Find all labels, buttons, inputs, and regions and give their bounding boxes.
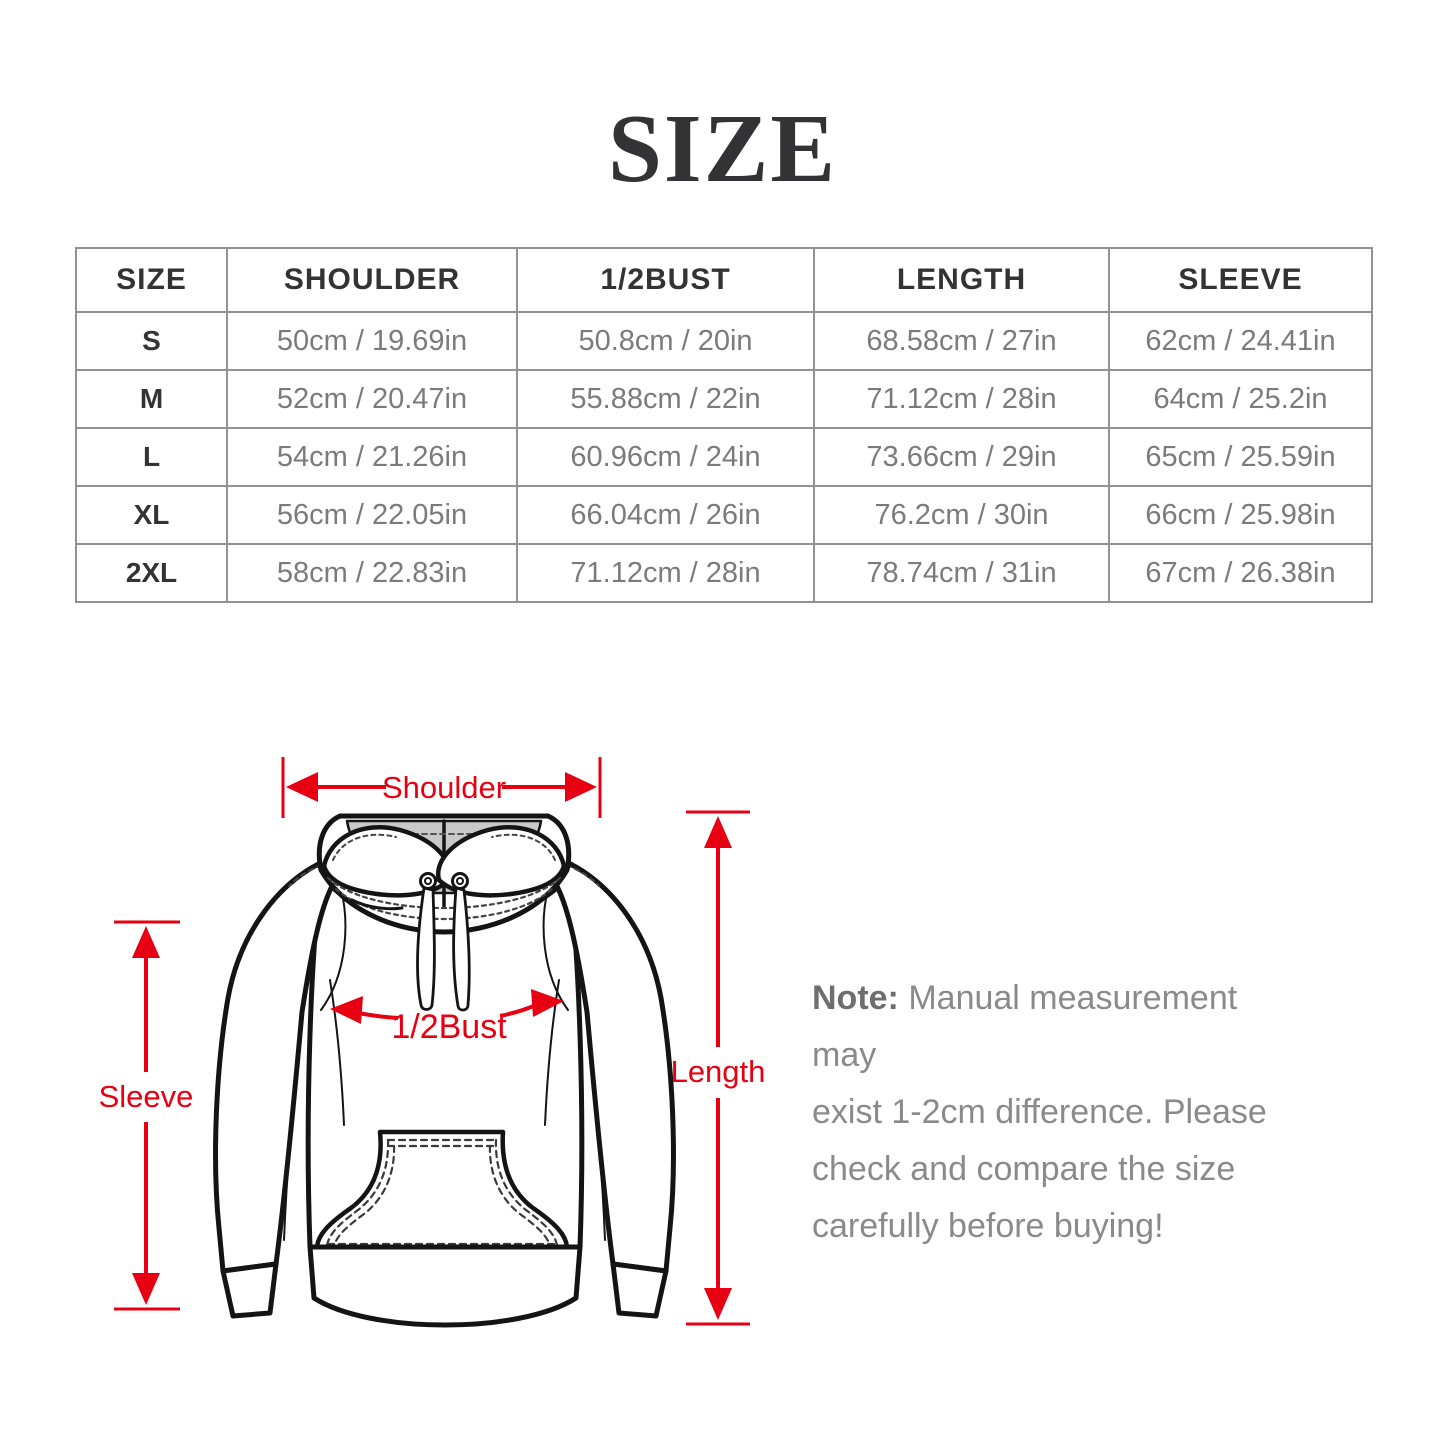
size-label: L	[76, 428, 227, 486]
page-title: SIZE	[607, 95, 838, 202]
shoulder-value: 54cm / 21.26in	[227, 428, 517, 486]
sleeve-value: 65cm / 25.59in	[1109, 428, 1372, 486]
drawstring-right	[454, 888, 470, 1010]
right-cuff	[613, 1264, 666, 1316]
shoulder-arrow	[283, 757, 600, 818]
shoulder-value: 52cm / 20.47in	[227, 370, 517, 428]
size-label: XL	[76, 486, 227, 544]
length-value: 73.66cm / 29in	[814, 428, 1109, 486]
length-arrow	[671, 812, 766, 1324]
shoulder-label: Shoulder	[381, 770, 507, 805]
left-cuff	[223, 1264, 276, 1316]
column-header-size: SIZE	[76, 248, 227, 312]
half-bust-value: 71.12cm / 28in	[517, 544, 814, 602]
measurement-note	[812, 970, 1292, 1255]
hoodie-drawing	[216, 816, 674, 1325]
size-label: S	[76, 312, 227, 370]
sleeve-label: Sleeve	[98, 1079, 194, 1114]
sleeve-value: 66cm / 25.98in	[1109, 486, 1372, 544]
size-row-m	[76, 370, 1372, 428]
note-label: Note:	[812, 979, 899, 1017]
half-bust-value: 66.04cm / 26in	[517, 486, 814, 544]
note-line	[812, 970, 1292, 1084]
column-header-half-bust: 1/2BUST	[517, 248, 814, 312]
shoulder-value: 58cm / 22.83in	[227, 544, 517, 602]
half-bust-value: 50.8cm / 20in	[517, 312, 814, 370]
note-line: exist 1-2cm difference. Please	[812, 1093, 1267, 1131]
size-row-s	[76, 312, 1372, 370]
sleeve-value: 62cm / 24.41in	[1109, 312, 1372, 370]
length-value: 78.74cm / 31in	[814, 544, 1109, 602]
note-text: Manual measurement may	[812, 979, 1238, 1074]
column-header-length: LENGTH	[814, 248, 1109, 312]
shoulder-value: 50cm / 19.69in	[227, 312, 517, 370]
size-table-header-row	[76, 248, 1372, 312]
half-bust-label: 1/2Bust	[391, 1008, 507, 1046]
size-row-xl	[76, 486, 1372, 544]
size-row-l	[76, 428, 1372, 486]
size-label: 2XL	[76, 544, 227, 602]
note-line: carefully before buying!	[812, 1207, 1164, 1245]
hoodie-measurement-diagram	[80, 740, 780, 1360]
size-row-2xl	[76, 544, 1372, 602]
sleeve-value: 64cm / 25.2in	[1109, 370, 1372, 428]
length-label: Length	[670, 1054, 766, 1089]
length-value: 76.2cm / 30in	[814, 486, 1109, 544]
hem-band	[310, 1247, 580, 1325]
column-header-shoulder: SHOULDER	[227, 248, 517, 312]
size-table	[75, 247, 1373, 603]
column-header-sleeve: SLEEVE	[1109, 248, 1372, 312]
sleeve-arrow	[99, 922, 194, 1309]
half-bust-value: 55.88cm / 22in	[517, 370, 814, 428]
note-line: check and compare the size	[812, 1150, 1236, 1188]
size-label: M	[76, 370, 227, 428]
half-bust-value: 60.96cm / 24in	[517, 428, 814, 486]
length-value: 71.12cm / 28in	[814, 370, 1109, 428]
length-value: 68.58cm / 27in	[814, 312, 1109, 370]
sleeve-value: 67cm / 26.38in	[1109, 544, 1372, 602]
shoulder-value: 56cm / 22.05in	[227, 486, 517, 544]
